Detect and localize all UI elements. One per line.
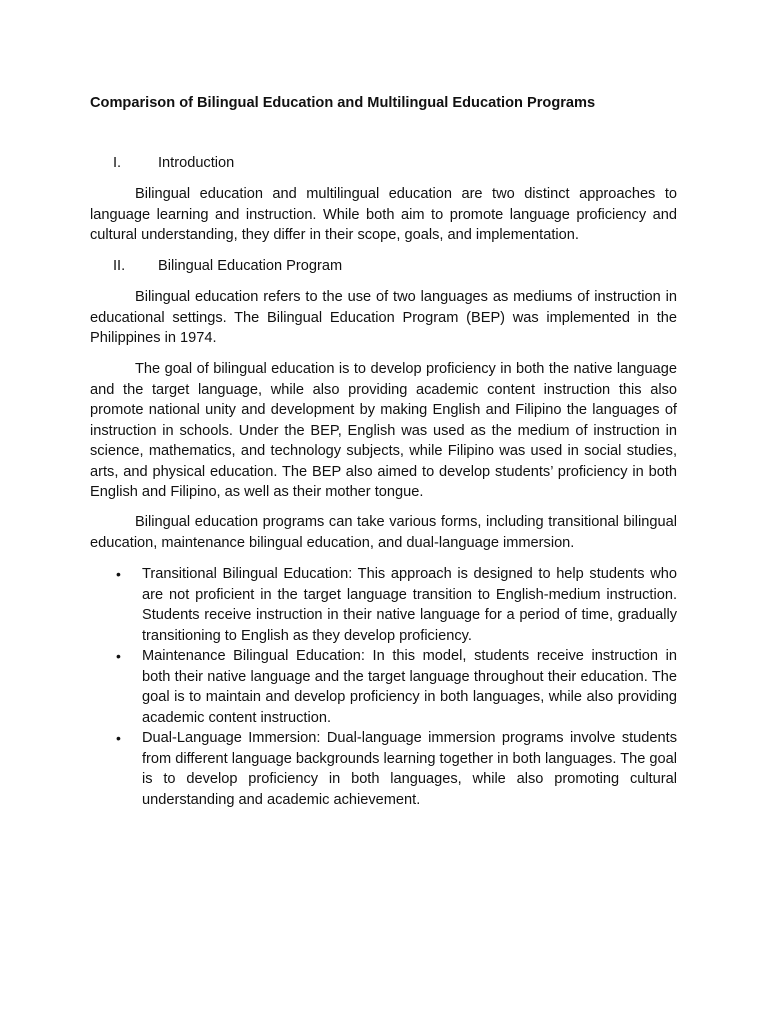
list-item-text: Maintenance Bilingual Education: In this model, students receive instruction in both their native language and the target language throughout their education. The goal is to maintain and develop proficiency in both languages, while also providing academic content instruction. xyxy=(142,648,677,726)
section-title: Bilingual Education Program xyxy=(158,258,343,274)
bullet-icon: • xyxy=(116,566,121,582)
program-forms-list xyxy=(90,564,677,810)
bullet-icon: • xyxy=(116,730,121,746)
section-number: I. xyxy=(113,155,122,171)
list-item-text: Transitional Bilingual Education: This approach is designed to help students who are not proficient in the target language transition to English-medium instruction. Students receive instruction in their native language for a period of time, gradually transitioning to English as they develop proficiency. xyxy=(142,566,677,644)
paragraph-bep-definition: Bilingual education refers to the use of two languages as mediums of instruction in educational settings. The Bilingual Education Program (BEP) was implemented in the Philippines in 1974. xyxy=(90,289,677,346)
section-title: Introduction xyxy=(158,155,235,171)
bullet-icon: • xyxy=(116,648,121,664)
paragraph-bep-goal: The goal of bilingual education is to develop proficiency in both the native language and the target language, while also providing academic content instruction this also promote national unity and development by making English and Filipino the languages of instruction in schools. Under the BEP, English was used as the medium of instruction in science, mathematics, and technology subjects, while Filipino was used in social studies, arts, and physical education. The BEP also aimed to develop students’ proficiency in both English and Filipino, as well as their mother tongue. xyxy=(90,361,677,500)
list-item xyxy=(90,646,677,728)
paragraph-program-forms: Bilingual education programs can take various forms, including transitional bilingual education, maintenance bilingual education, and dual-language immersion. xyxy=(90,514,677,551)
list-item xyxy=(90,564,677,646)
list-item xyxy=(90,728,677,810)
section-number: II. xyxy=(113,258,126,274)
document-title: Comparison of Bilingual Education and Multilingual Education Programs xyxy=(90,95,596,111)
paragraph-introduction: Bilingual education and multilingual education are two distinct approaches to language learning and instruction. While both aim to promote language proficiency and cultural understanding, they differ in their scope, goals, and implementation. xyxy=(90,186,677,243)
list-item-text: Dual-Language Immersion: Dual-language immersion programs involve students from different language backgrounds learning together in both languages. The goal is to develop proficiency in both languages, while also promoting cultural understanding and academic achievement. xyxy=(142,730,677,808)
